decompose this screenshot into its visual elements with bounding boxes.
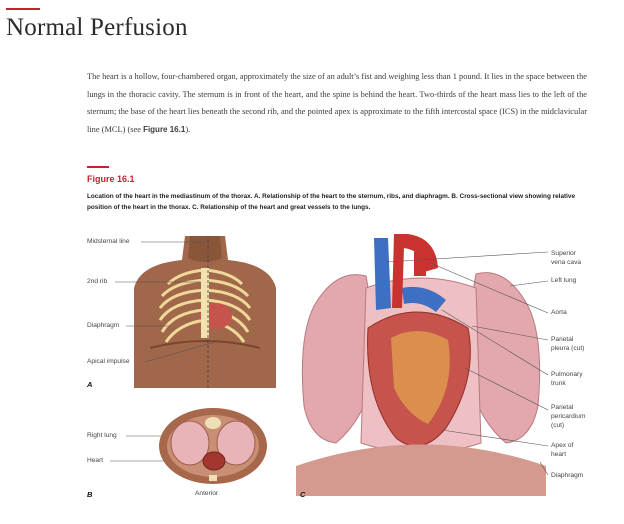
page-title: Normal Perfusion <box>6 14 188 41</box>
label-diaphragm-a: Diaphragm <box>87 322 120 329</box>
paragraph-text: The heart is a hollow, four-chambered organ, approximately the size of an adult’s fist and weighing less than 1 pound. It lies in the space between the lungs in the thoracic cavity. The sternum is in front of the heart, and the spine is behind the heart. Two-thirds of the heart mass lies to the left of the sternum; the base of the heart lies beneath the second rib, and the pointed apex is approximate to the fifth intercostal space (ICS) in the midclavicular line (MCL) (see <box>87 72 588 134</box>
figure-reference-link[interactable]: Figure 16.1 <box>143 124 186 134</box>
figure-caption: Location of the heart in the mediastinum of the thorax. A. Relationship of the heart to the sternum, ribs, and diaphragm. B. Cross-sectional view showing relative position of the heart in the thorax. C. Relationship of the heart and great vessels to the lungs. <box>87 193 576 211</box>
label-superior-vena-cava: Superior vena cava <box>551 250 582 266</box>
label-anterior: Anterior <box>195 490 219 497</box>
paragraph-end: ). <box>185 124 191 134</box>
panel-a-letter: A <box>87 380 93 389</box>
label-parietal-pericardium: Parietal pericardium (cut) <box>551 404 586 429</box>
figure-label: Figure 16.1 <box>87 174 135 184</box>
label-apical-impulse: Apical impulse <box>87 358 130 365</box>
panel-b-letter: B <box>87 490 93 499</box>
label-aorta: Aorta <box>551 309 567 316</box>
label-apex-of-heart: Apex of heart <box>551 442 574 458</box>
label-right-lung: Right lung <box>87 432 117 439</box>
label-heart: Heart <box>87 457 104 464</box>
panel-c-letter: C <box>300 490 306 499</box>
label-diaphragm-c: Diaphragm <box>551 472 584 479</box>
label-parietal-pleura: Parietal pleura (cut) <box>551 336 585 352</box>
label-left-lung: Left lung <box>551 277 577 284</box>
label-pulmonary-trunk: Pulmonary trunk <box>551 371 583 387</box>
label-2nd-rib: 2nd rib <box>87 278 108 285</box>
label-midsternal-line: Midsternal line <box>87 238 130 245</box>
